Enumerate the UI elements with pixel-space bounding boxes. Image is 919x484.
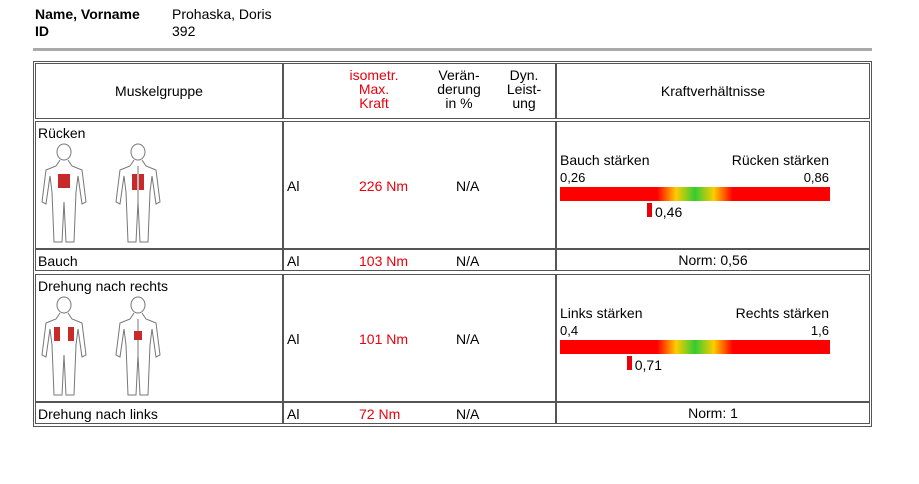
row-drehung-links-group [35, 402, 283, 424]
name-value: Prohaska, Doris [172, 6, 272, 22]
change-drehung-rechts: N/A [456, 331, 480, 347]
force-drehung-links: 72 Nm [359, 406, 401, 422]
row-bauch-group [35, 249, 283, 271]
ratio-bar-2 [560, 340, 830, 354]
ratio-right-label-2: Rechts stärken [735, 305, 829, 321]
col-header-max-force [283, 63, 556, 119]
col-header-muscle-group [35, 63, 283, 119]
norm-2: Norm: 1 [688, 405, 738, 421]
dyn-line-3: ung [512, 95, 536, 111]
change-line-2: derung [437, 81, 481, 97]
ratio-value-1: 0,46 [655, 204, 683, 220]
row-bauch-values [283, 249, 556, 271]
max-force-line-3: Kraft [359, 95, 389, 111]
dyn-line-1: Dyn. [509, 67, 539, 83]
name-label: Name, Vorname [35, 6, 140, 22]
body-back-icon [112, 142, 164, 244]
side-bauch: Al [287, 253, 300, 269]
max-force-line-2: Max. [358, 81, 390, 97]
row-drehung-rechts-group [35, 274, 283, 402]
ratio-cell-2 [556, 274, 870, 402]
side-ruecken: Al [287, 178, 300, 194]
change-ruecken: N/A [456, 178, 480, 194]
group-bauch: Bauch [38, 253, 78, 269]
ratio-left-label-2: Links stärken [560, 305, 643, 321]
ratio-max-1: 0,86 [803, 170, 829, 185]
ratio-bar-1 [560, 187, 830, 201]
body-back-icon [112, 295, 164, 397]
ratio-value-2: 0,71 [634, 357, 662, 373]
ratio-marker-2 [627, 356, 632, 370]
force-ruecken: 226 Nm [359, 178, 409, 194]
norm-cell-2 [556, 402, 870, 424]
ratio-right-label-1: Rücken stärken [731, 152, 829, 168]
max-force-line-1: isometr. [349, 67, 399, 83]
row-ruecken-values [283, 121, 556, 249]
group-drehung-rechts: Drehung nach rechts [38, 278, 168, 294]
group-ruecken: Rücken [38, 125, 86, 141]
ratio-min-1: 0,26 [560, 170, 586, 185]
col-header-muscle-group-text: Muskelgruppe [115, 83, 203, 99]
ratio-max-2: 1,6 [810, 323, 829, 338]
body-front-icon [38, 295, 90, 397]
force-drehung-rechts: 101 Nm [359, 331, 409, 347]
force-bauch: 103 Nm [359, 253, 409, 269]
change-line-1: Verän- [438, 67, 480, 83]
row-ruecken-group [35, 121, 283, 249]
col-header-ratio [556, 63, 870, 119]
group-drehung-links: Drehung nach links [38, 406, 158, 422]
patient-header [35, 6, 272, 40]
ratio-min-2: 0,4 [560, 323, 579, 338]
id-label: ID [35, 23, 49, 39]
row-drehung-links-values [283, 402, 556, 424]
norm-1: Norm: 0,56 [678, 252, 748, 268]
ratio-left-label-1: Bauch stärken [560, 152, 650, 168]
ratio-cell-1 [556, 121, 870, 249]
change-bauch: N/A [456, 253, 480, 269]
change-drehung-links: N/A [456, 406, 480, 422]
body-front-icon [38, 142, 90, 244]
norm-cell-1 [556, 249, 870, 271]
col-header-ratio-text: Kraftverhältnisse [660, 83, 766, 99]
side-drehung-links: Al [287, 406, 300, 422]
id-value: 392 [172, 23, 196, 39]
row-drehung-rechts-values [283, 274, 556, 402]
side-drehung-rechts: Al [287, 331, 300, 347]
change-line-3: in % [445, 95, 473, 111]
header-divider [33, 48, 872, 51]
ratio-marker-1 [647, 203, 652, 217]
dyn-line-2: Leist- [506, 81, 542, 97]
